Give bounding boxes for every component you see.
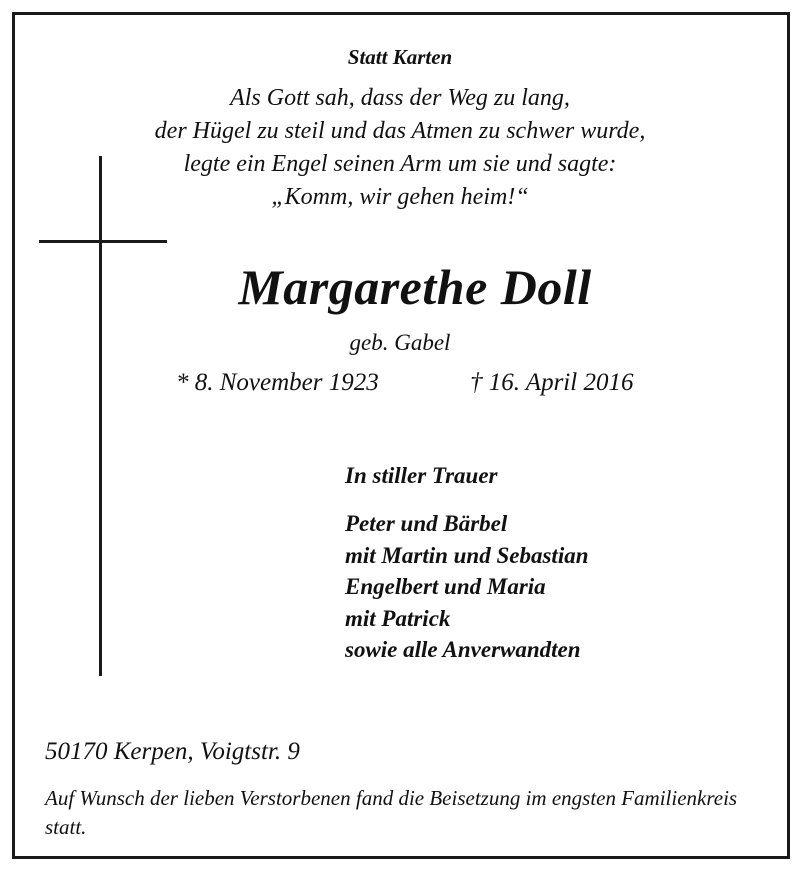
mourner-line: Engelbert und Maria: [345, 574, 546, 599]
cross-vertical-bar: [99, 156, 102, 676]
birth-date: * 8. November 1923: [176, 369, 379, 396]
mourner-line: mit Patrick: [345, 605, 451, 631]
mourner-line: sowie alle Anverwandten: [345, 637, 581, 662]
poem-line: der Hügel zu steil und das Atmen zu schwer wurde,: [154, 118, 646, 144]
maiden-name: geb. Gabel: [349, 330, 451, 355]
statt-karten-heading: Statt Karten: [347, 45, 453, 69]
mourner-line: Peter und Bärbel: [345, 511, 508, 536]
mourning-heading: In stiller Trauer: [345, 463, 498, 488]
poem-line: „Komm, wir gehen heim!“: [271, 184, 529, 210]
poem-line: Als Gott sah, dass der Weg zu lang,: [230, 85, 570, 111]
burial-note: Auf Wunsch der lieben Verstorbenen fand die Beisetzung im engsten Familienkreis statt.: [45, 786, 738, 839]
death-date: † 16. April 2016: [470, 369, 634, 396]
mourner-line: mit Martin und Sebastian: [345, 542, 589, 568]
deceased-name: Margarethe Doll: [238, 259, 592, 315]
poem-line: legte ein Engel seinen Arm um sie und sagte:: [183, 151, 617, 177]
cross-horizontal-bar: [39, 240, 167, 243]
address: 50170 Kerpen, Voigtstr. 9: [45, 738, 300, 765]
mourners-list: [345, 508, 589, 666]
poem: [0, 82, 800, 214]
